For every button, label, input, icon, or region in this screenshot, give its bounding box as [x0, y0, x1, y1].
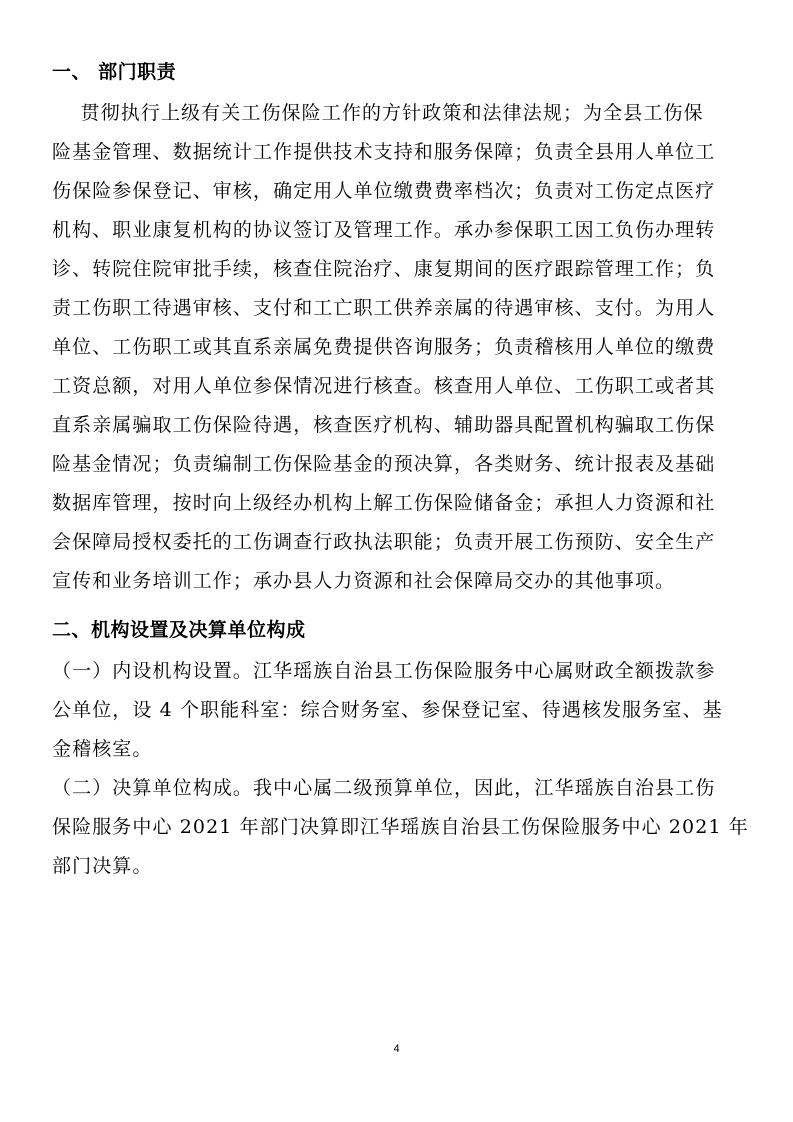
section-1-line: 单位、工伤职工或其直系亲属免费提供咨询服务；负责稽核用人单位的缴费	[52, 336, 716, 358]
section-1-line: 机构、职业康复机构的协议签订及管理工作。承办参保职工因工负伤办理转	[52, 219, 716, 241]
section-2-line: 部门决算。	[52, 855, 153, 877]
section-1-line: 数据库管理，按时向上级经办机构上解工伤保险储备金；承担人力资源和社	[52, 492, 716, 514]
section-2-line: （二）决算单位构成。我中心属二级预算单位，因此，江华瑶族自治县工伤	[52, 777, 716, 799]
section-1-line: 险基金管理、数据统计工作提供技术支持和服务保障；负责全县用人单位工	[52, 141, 716, 163]
section-1-line: 贯彻执行上级有关工伤保险工作的方针政策和法律法规；为全县工伤保	[52, 102, 704, 124]
page-number: 4	[393, 1043, 400, 1055]
section-2-heading: 二、机构设置及决算单位构成	[52, 619, 306, 641]
section-2-line: 金稽核室。	[52, 738, 153, 760]
section-1-line: 宣传和业务培训工作；承办县人力资源和社会保障局交办的其他事项。	[52, 570, 676, 592]
section-2-line: 公单位，设 4 个职能科室：综合财务室、参保登记室、待遇核发服务室、基	[52, 699, 723, 721]
section-1-line: 责工伤职工待遇审核、支付和工亡职工供养亲属的待遇审核、支付。为用人	[52, 297, 716, 319]
section-1-line: 会保障局授权委托的工伤调查行政执法职能；负责开展工伤预防、安全生产	[52, 531, 716, 553]
section-2-line: （一）内设机构设置。江华瑶族自治县工伤保险服务中心属财政全额拨款参	[52, 660, 716, 682]
section-1-line: 诊、转院住院审批手续，核查住院治疗、康复期间的医疗跟踪管理工作；负	[52, 258, 716, 280]
section-2-line: 保险服务中心 2021 年部门决算即江华瑶族自治县工伤保险服务中心 2021 年	[52, 816, 749, 838]
section-1-line: 险基金情况；负责编制工伤保险基金的预决算，各类财务、统计报表及基础	[52, 453, 716, 475]
section-1-line: 工资总额，对用人单位参保情况进行核查。核查用人单位、工伤职工或者其	[52, 375, 716, 397]
section-1-heading: 一、 部门职责	[52, 61, 177, 83]
section-1-line: 伤保险参保登记、审核，确定用人单位缴费费率档次；负责对工伤定点医疗	[52, 180, 716, 202]
section-1-line: 直系亲属骗取工伤保险待遇，核查医疗机构、辅助器具配置机构骗取工伤保	[52, 414, 716, 436]
